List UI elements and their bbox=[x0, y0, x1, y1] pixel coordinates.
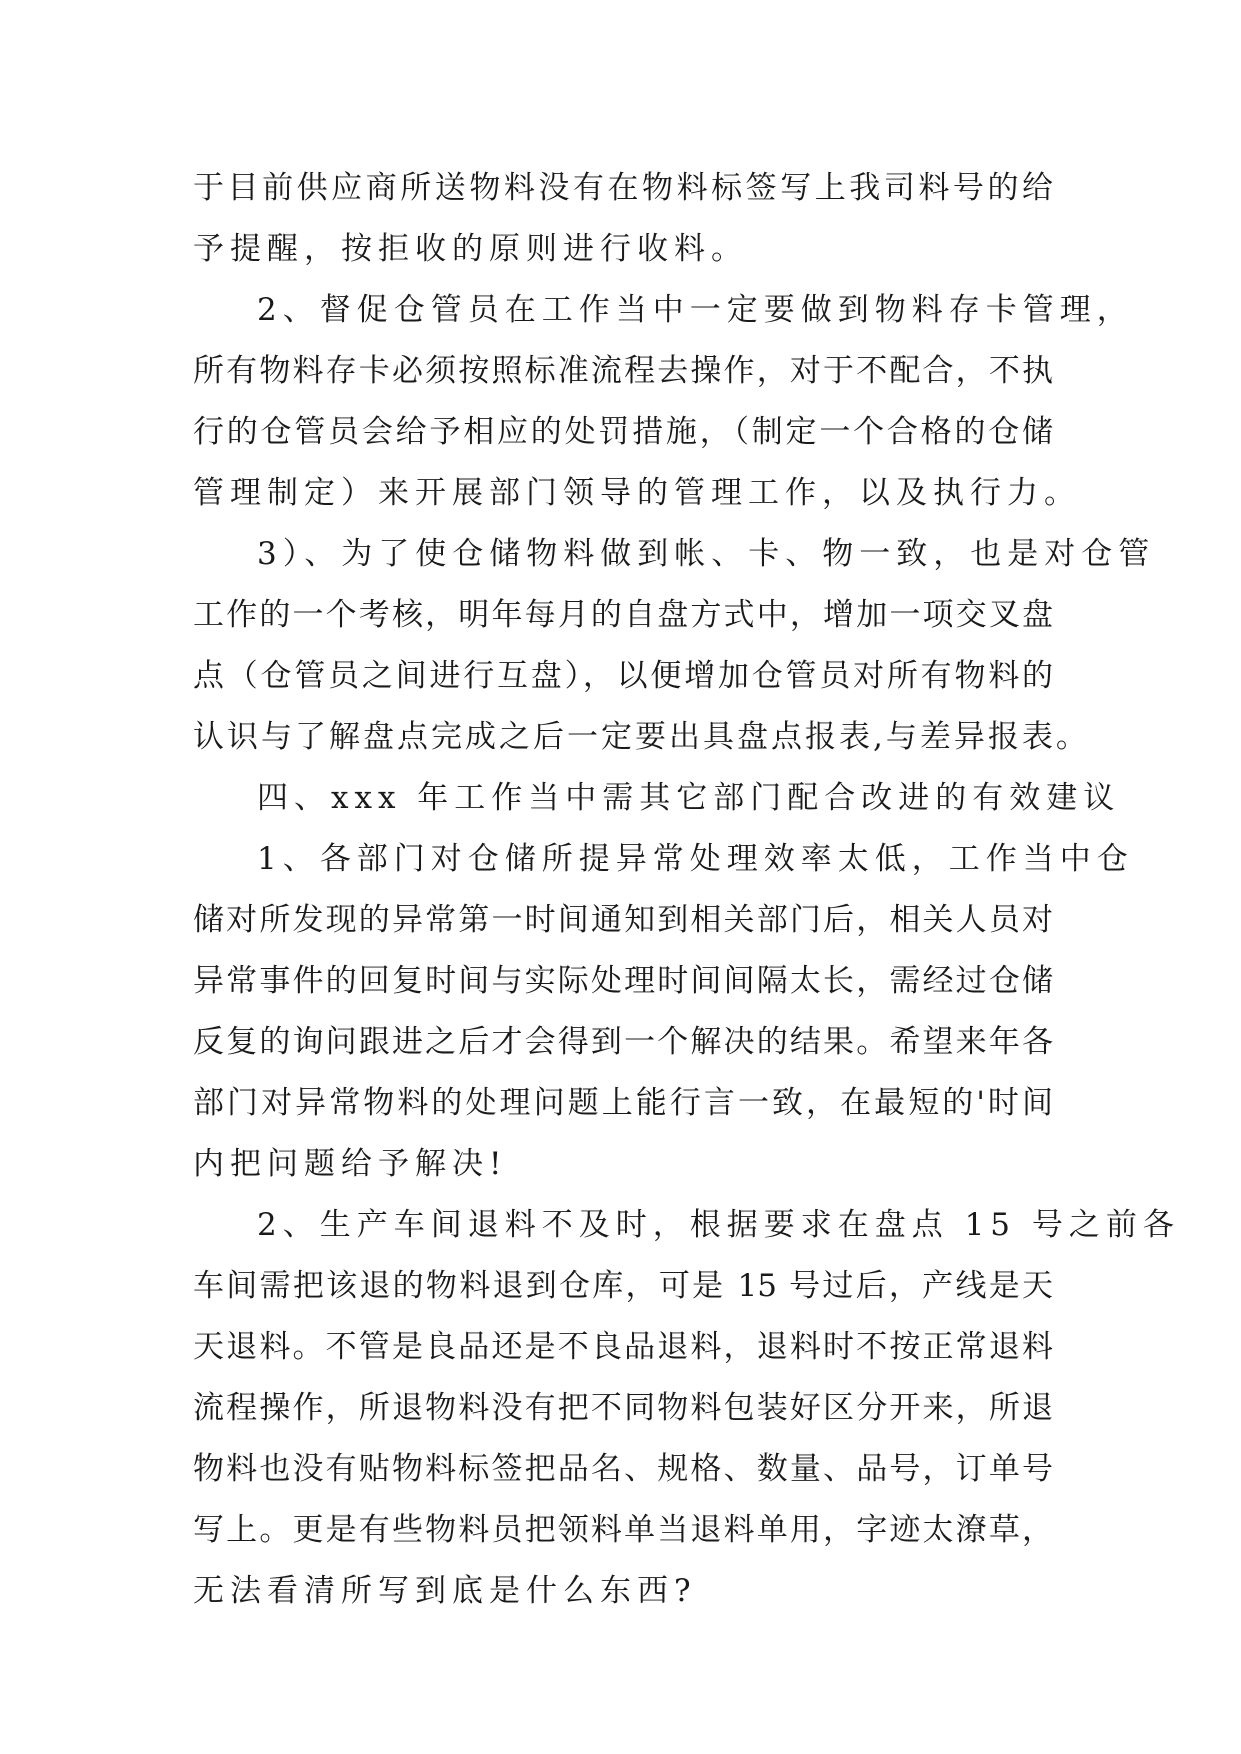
text-line: 予提醒，按拒收的原则进行收料。 bbox=[193, 231, 748, 267]
text-line: 反复的询问跟进之后才会得到一个解决的结果。希望来年各 bbox=[193, 1024, 1053, 1060]
paragraph-start-line: 3）、为了使仓储物料做到帐、卡、物一致，也是对仓管 bbox=[257, 536, 1156, 572]
text-line: 无法看清所写到底是什么东西? bbox=[193, 1573, 697, 1609]
text-line: 管理制定）来开展部门领导的管理工作，以及执行力。 bbox=[193, 475, 1081, 511]
text-line: 于目前供应商所送物料没有在物料标签写上我司料号的给 bbox=[193, 170, 1053, 206]
text-line: 车间需把该退的物料退到仓库，可是 15 号过后，产线是天 bbox=[193, 1268, 1053, 1304]
text-line: 点（仓管员之间进行互盘），以便增加仓管员对所有物料的 bbox=[193, 658, 1053, 694]
text-line: 内把问题给予解决! bbox=[193, 1146, 508, 1182]
paragraph-start-line: 2、督促仓管员在工作当中一定要做到物料存卡管理， bbox=[257, 292, 1134, 328]
text-line: 行的仓管员会给予相应的处罚措施，（制定一个合格的仓储 bbox=[193, 414, 1053, 450]
text-line: 天退料。不管是良品还是不良品退料，退料时不按正常退料 bbox=[193, 1329, 1053, 1365]
text-line: 工作的一个考核，明年每月的自盘方式中，增加一项交叉盘 bbox=[193, 597, 1053, 633]
text-line: 部门对异常物料的处理问题上能行言一致，在最短的'时间 bbox=[193, 1085, 1053, 1121]
text-line: 流程操作，所退物料没有把不同物料包装好区分开来，所退 bbox=[193, 1390, 1053, 1426]
text-line: 异常事件的回复时间与实际处理时间间隔太长，需经过仓储 bbox=[193, 963, 1053, 999]
text-line: 储对所发现的异常第一时间通知到相关部门后，相关人员对 bbox=[193, 902, 1053, 938]
text-line: 写上。更是有些物料员把领料单当退料单用，字迹太潦草， bbox=[193, 1512, 1053, 1548]
text-line: 物料也没有贴物料标签把品名、规格、数量、品号，订单号 bbox=[193, 1451, 1053, 1487]
paragraph-start-line: 2、生产车间退料不及时，根据要求在盘点 15 号之前各 bbox=[257, 1207, 1180, 1243]
paragraph-start-line: 1、各部门对仓储所提异常处理效率太低，工作当中仓 bbox=[257, 841, 1134, 877]
section-heading: 四、xxx 年工作当中需其它部门配合改进的有效建议 bbox=[257, 780, 1121, 816]
text-line: 认识与了解盘点完成之后一定要出具盘点报表,与差异报表。 bbox=[193, 719, 1090, 755]
document-body bbox=[193, 158, 1180, 1622]
text-line: 所有物料存卡必须按照标准流程去操作，对于不配合，不执 bbox=[193, 353, 1053, 389]
